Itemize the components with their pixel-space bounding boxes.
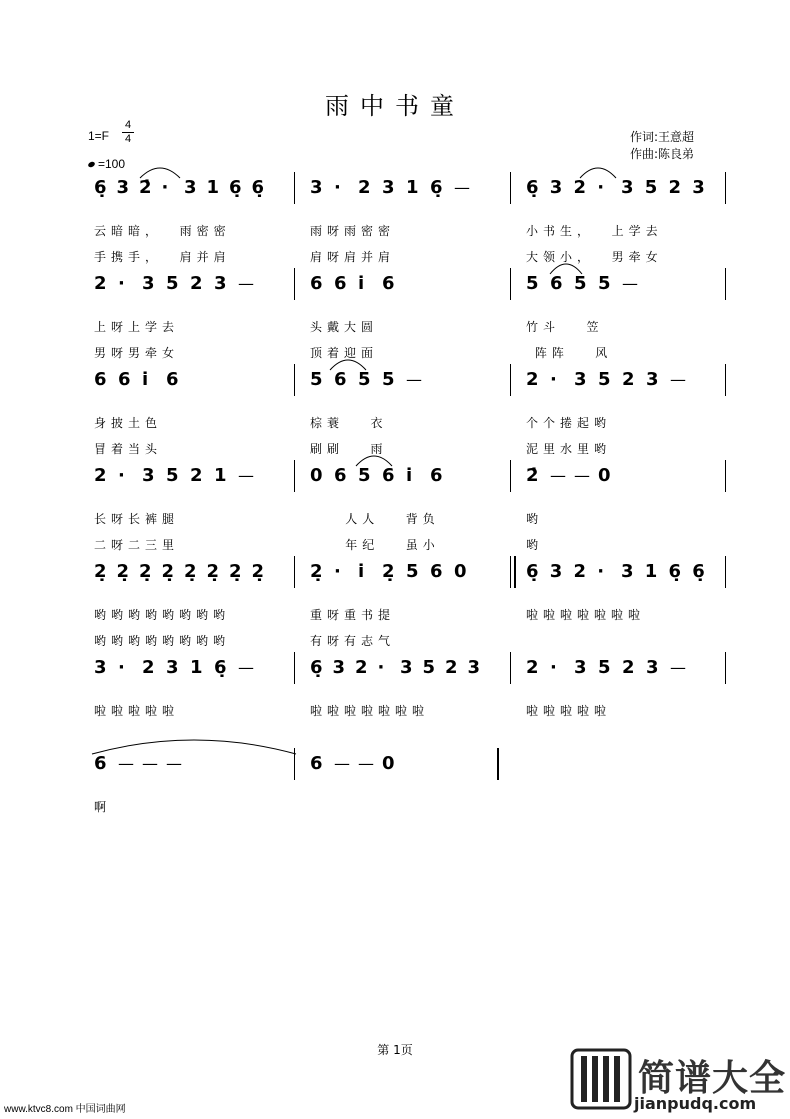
barline xyxy=(294,364,295,396)
note: 6̣ xyxy=(430,177,443,198)
lyric-line: 竹斗 笠 xyxy=(526,320,604,334)
lyric-line: 头戴大圆 xyxy=(310,320,379,334)
note: · xyxy=(118,465,125,486)
watermark-url: jianpudq.com xyxy=(634,1094,757,1113)
note: 6 xyxy=(430,465,443,486)
lyric-line: 啦啦啦啦啦 xyxy=(94,704,180,718)
note: · xyxy=(550,657,557,678)
note: 5 xyxy=(598,369,611,390)
note: 2̣ xyxy=(184,561,197,582)
hold-dash: — xyxy=(550,466,566,485)
time-signature-top: 4 xyxy=(124,119,132,131)
note: 0 xyxy=(454,561,467,582)
note: 2 xyxy=(526,369,539,390)
note: 5 xyxy=(406,561,419,582)
note: 3 xyxy=(382,177,395,198)
note: 2 xyxy=(94,465,107,486)
lyric-line: 阵阵 风 xyxy=(526,346,613,360)
lyric-line: 哟哟哟哟哟哟哟哟 xyxy=(94,608,231,622)
note: 1 xyxy=(644,561,658,582)
lyric-line: 手携手， 肩并肩 xyxy=(94,250,231,264)
lyric-line: 大领小， 男牵女 xyxy=(526,250,663,264)
note: i̇ xyxy=(358,273,365,294)
barline xyxy=(510,364,511,396)
note: 5 xyxy=(358,369,371,390)
lyricist-credit: 作词:王意超 xyxy=(630,130,695,144)
note: 6̣ xyxy=(94,177,107,198)
note: 0 xyxy=(382,753,395,774)
watermark-brand: 简谱大全 xyxy=(638,1058,787,1099)
tempo-marking xyxy=(88,157,125,171)
note: 2̇ xyxy=(526,465,539,486)
note: 5 xyxy=(574,273,587,294)
note: 6 xyxy=(310,753,323,774)
lyric-line: 长呀长裤腿 xyxy=(94,512,180,526)
barline xyxy=(725,172,726,204)
note: 6̣ xyxy=(310,657,323,678)
note: 2 xyxy=(190,273,203,294)
barline xyxy=(294,172,295,204)
note: 5 xyxy=(422,657,436,678)
lyric-line: 人人 背负 xyxy=(310,512,440,526)
note: 2 xyxy=(94,273,107,294)
note: 6 xyxy=(118,369,131,390)
note: 2̣ xyxy=(310,561,323,582)
note: 3 xyxy=(646,657,659,678)
barline xyxy=(510,172,511,204)
note: 5 xyxy=(166,465,179,486)
note: 5 xyxy=(382,369,395,390)
note: 3 xyxy=(142,465,155,486)
lyric-line: 啦啦啦啦啦啦啦 xyxy=(526,608,646,622)
note: 6 xyxy=(334,465,347,486)
barline xyxy=(294,460,295,492)
note: 3 xyxy=(184,177,197,198)
lyric-line: 小书生， 上学去 xyxy=(526,224,663,238)
hold-dash: — xyxy=(574,466,590,485)
note: 5 xyxy=(166,273,179,294)
note: 5 xyxy=(598,657,611,678)
note: 5 xyxy=(358,465,371,486)
note: 2̣ xyxy=(382,561,395,582)
time-signature-bottom: 4 xyxy=(122,132,134,146)
note: 6 xyxy=(334,273,347,294)
note: 6 xyxy=(94,369,107,390)
note: · xyxy=(597,177,605,198)
note: 2̣ xyxy=(251,561,265,582)
note: 3 xyxy=(621,177,634,198)
barline xyxy=(510,268,511,300)
barline xyxy=(725,556,726,588)
half-note-icon xyxy=(87,161,95,168)
slur xyxy=(92,740,296,754)
note: 6̣ xyxy=(229,177,242,198)
note: 6̣ xyxy=(526,561,539,582)
hold-dash: — xyxy=(238,658,254,677)
note: 2 xyxy=(190,465,203,486)
note: 6 xyxy=(166,369,179,390)
note: 3 xyxy=(621,561,634,582)
lyric-line: 云暗暗， 雨密密 xyxy=(94,224,231,238)
page-number: 第 1页 xyxy=(377,1043,413,1057)
note: 6̣ xyxy=(692,561,705,582)
lyric-line: 啦啦啦啦啦 xyxy=(526,704,612,718)
note: 3 xyxy=(332,657,346,678)
note: 1 xyxy=(206,177,220,198)
note: 6 xyxy=(430,561,443,582)
note: 3 xyxy=(142,273,155,294)
note: 3 xyxy=(400,657,413,678)
lyric-line: 上呀上学去 xyxy=(94,320,180,334)
lyric-line: 雨呀雨密密 xyxy=(310,224,396,238)
hold-dash: — xyxy=(166,754,182,773)
lyric-line: 刷刷 雨 xyxy=(310,442,388,456)
footer-site: www.ktvc8.com 中国词曲网 xyxy=(4,1104,126,1115)
note: 5 xyxy=(644,177,658,198)
note: 3 xyxy=(574,657,587,678)
tempo-value: =100 xyxy=(98,157,126,171)
note: 5 xyxy=(310,369,323,390)
hold-dash: — xyxy=(142,754,158,773)
note: 3 xyxy=(94,657,107,678)
lyric-line: 顶着迎面 xyxy=(310,346,379,360)
note: i̇ xyxy=(358,561,365,582)
hold-dash: — xyxy=(238,274,254,293)
note: · xyxy=(550,369,557,390)
note: 6 xyxy=(382,465,395,486)
note: · xyxy=(118,273,125,294)
note: 3 xyxy=(116,177,130,198)
note: 3 xyxy=(574,369,587,390)
hold-dash: — xyxy=(238,466,254,485)
note: 6 xyxy=(550,273,563,294)
final-barline xyxy=(497,748,499,780)
note: 5 xyxy=(526,273,539,294)
lyric-line: 二呀二三里 xyxy=(94,538,180,552)
note: 6 xyxy=(334,369,347,390)
note: 2 xyxy=(573,177,587,198)
note: · xyxy=(334,177,341,198)
note: · xyxy=(334,561,341,582)
repeat-barline xyxy=(514,556,516,588)
barline xyxy=(510,652,511,684)
hold-dash: — xyxy=(670,658,686,677)
barline xyxy=(510,460,511,492)
note: 6̣ xyxy=(251,177,265,198)
lyric-line: 有呀有志气 xyxy=(310,634,396,648)
lyric-line: 啦啦啦啦啦啦啦 xyxy=(310,704,430,718)
note: 2 xyxy=(358,177,371,198)
note: 2 xyxy=(622,369,635,390)
note: 2 xyxy=(622,657,635,678)
hold-dash: — xyxy=(334,754,350,773)
lyric-line: 男呀男牵女 xyxy=(94,346,180,360)
note: 2̣ xyxy=(161,561,175,582)
lyric-line: 泥里水里哟 xyxy=(526,442,612,456)
hold-dash: — xyxy=(670,370,686,389)
note: 2̣ xyxy=(206,561,220,582)
note: 3 xyxy=(467,657,481,678)
key-signature: 1=F xyxy=(88,129,110,143)
hold-dash: — xyxy=(358,754,374,773)
note: · xyxy=(118,657,125,678)
note: 2 xyxy=(668,177,682,198)
note: 2̣ xyxy=(116,561,130,582)
hold-dash: — xyxy=(406,370,422,389)
note: 3 xyxy=(692,177,705,198)
hold-dash: — xyxy=(118,754,134,773)
lyric-line: 啊 xyxy=(94,800,112,814)
barline xyxy=(725,652,726,684)
note: · xyxy=(377,657,385,678)
note: 2 xyxy=(142,657,155,678)
note: 1 xyxy=(190,657,203,678)
note: 2̇ xyxy=(139,177,152,198)
note: i̇ xyxy=(142,369,149,390)
note: 6̣ xyxy=(668,561,682,582)
note: 6 xyxy=(94,753,107,774)
lyric-line: 哟 xyxy=(526,538,544,552)
barline xyxy=(725,460,726,492)
note: i̇ xyxy=(406,465,413,486)
note: 2̣ xyxy=(94,561,107,582)
hold-dash: — xyxy=(622,274,638,293)
note: · xyxy=(597,561,605,582)
composer-credit: 作曲:陈良弟 xyxy=(630,147,695,161)
lyric-line: 棕蓑 衣 xyxy=(310,416,388,430)
lyric-line: 哟 xyxy=(526,512,544,526)
note: 2 xyxy=(526,657,539,678)
note: 3 xyxy=(310,177,323,198)
hold-dash: — xyxy=(454,178,470,197)
lyric-line: 重呀重书提 xyxy=(310,608,396,622)
note: 2̣ xyxy=(139,561,152,582)
barline xyxy=(510,556,511,588)
lyric-line: 哟哟哟哟哟哟哟哟 xyxy=(94,634,231,648)
note: 2 xyxy=(445,657,458,678)
note: 6̣ xyxy=(214,657,227,678)
barline xyxy=(294,652,295,684)
note: 3 xyxy=(549,177,563,198)
barline xyxy=(294,268,295,300)
note: 2 xyxy=(355,657,368,678)
note: 6 xyxy=(310,273,323,294)
page-title: 雨中书童 xyxy=(325,92,465,120)
note: 1 xyxy=(214,465,227,486)
note: 0 xyxy=(598,465,611,486)
note: · xyxy=(161,177,169,198)
note: 3 xyxy=(646,369,659,390)
note: 5 xyxy=(598,273,611,294)
note: 2̣ xyxy=(229,561,242,582)
note: 3 xyxy=(549,561,563,582)
lyric-line: 身披土色 xyxy=(94,416,163,430)
barline xyxy=(294,748,295,780)
lyric-line: 冒着当头 xyxy=(94,442,163,456)
note: 0 xyxy=(310,465,323,486)
note: 3 xyxy=(166,657,179,678)
lyric-line: 肩呀肩并肩 xyxy=(310,250,396,264)
lyric-line: 年纪 虽小 xyxy=(310,538,440,552)
note: 1 xyxy=(406,177,419,198)
note: 2 xyxy=(573,561,587,582)
time-signature xyxy=(122,119,134,146)
barline xyxy=(725,268,726,300)
barline xyxy=(725,364,726,396)
note: 6̣ xyxy=(526,177,539,198)
note: 3 xyxy=(214,273,227,294)
lyric-line: 个个捲起哟 xyxy=(526,416,612,430)
barline xyxy=(294,556,295,588)
note: 6 xyxy=(382,273,395,294)
